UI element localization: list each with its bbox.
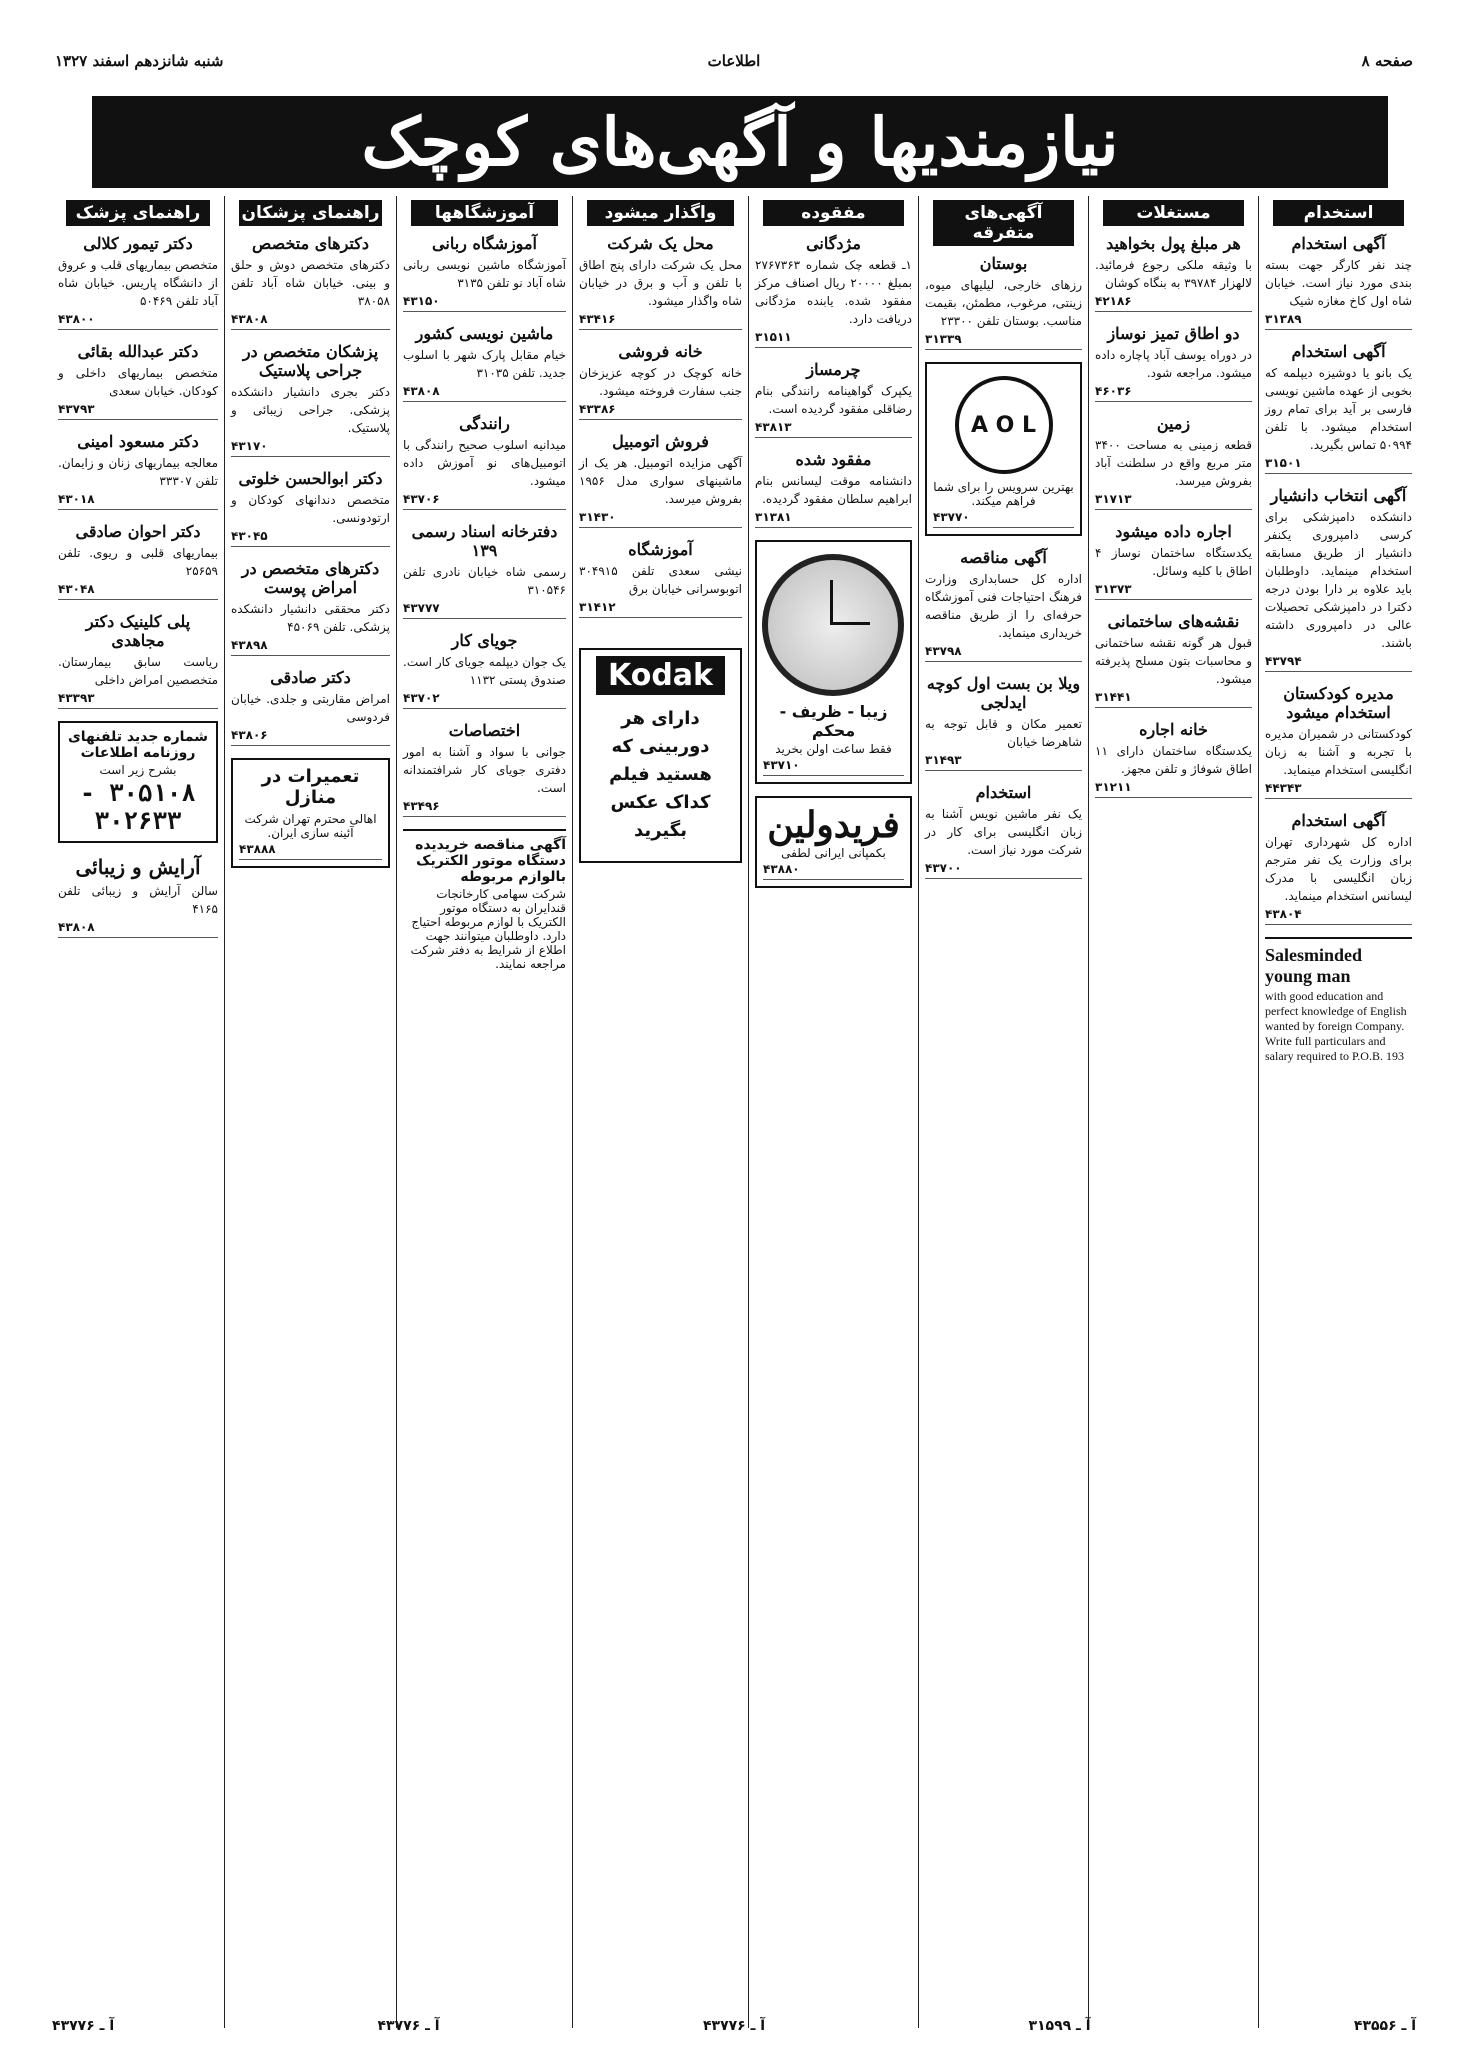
ad-code: ۴۳۸۸۸ xyxy=(239,842,382,860)
ad-item xyxy=(579,234,742,330)
ad-title: آگهی استخدام xyxy=(1291,234,1386,253)
ad-title: آموزشگاه ربانی xyxy=(432,234,537,253)
ad-item xyxy=(58,522,218,600)
bottom-codes-row xyxy=(52,2018,1416,2038)
ad-code: ۳۱۷۱۳ xyxy=(1095,492,1252,510)
ad-code: ۴۳۰۱۸ xyxy=(58,492,218,510)
ad-item xyxy=(755,360,912,438)
ad-title: دفترخانه اسناد رسمی ۱۳۹ xyxy=(411,522,558,560)
ad-title: فریدولین xyxy=(767,804,900,846)
column-schools xyxy=(396,196,572,2028)
aol-ad-box xyxy=(925,362,1082,536)
ad-item xyxy=(58,855,218,938)
salesman-ad xyxy=(1265,937,1412,1064)
column-doctors-guide xyxy=(52,196,224,2028)
ad-title: نقشه‌های ساختمانی xyxy=(1107,612,1240,631)
ad-item xyxy=(403,631,566,709)
column-misc-ads xyxy=(918,196,1088,2028)
column-employment xyxy=(1258,196,1418,2028)
ad-title: دکتر صادقی xyxy=(270,668,351,687)
ad-text: فقط ساعت اولن بخرید xyxy=(775,742,892,756)
ad-code: ۴۳۷۰۶ xyxy=(403,492,566,510)
column-heading: واگذار میشود xyxy=(587,200,734,226)
ad-code: ۴۳۸۱۳ xyxy=(755,420,912,438)
ad-text: متخصص بیماریهای قلب و عروق از دانشگاه پاریس. خیابان شاه آباد تلفن ۵۰۴۶۹ xyxy=(58,258,218,308)
ad-title: آگهی مناقصه xyxy=(960,548,1047,567)
ad-title: پلی کلینیک دکتر مجاهدی xyxy=(85,612,191,650)
ad-code: ۴۳۷۹۴ xyxy=(1265,654,1412,672)
ad-item xyxy=(1265,486,1412,672)
ad-item xyxy=(579,432,742,528)
ad-title: آگهی استخدام xyxy=(1291,811,1386,830)
ad-code: ۴۳۷۷۰ xyxy=(933,510,1074,528)
ad-code: ۴۳۱۵۰ xyxy=(403,294,566,312)
ad-text: چند نفر کارگر جهت بسته بندی مورد نیاز است. خیابان شاه اول کاخ مغازه شیک xyxy=(1265,258,1412,308)
ad-code: ۴۳۸۸۰ xyxy=(763,862,904,880)
ad-text: بهترین سرویس را برای شما فراهم میکند. xyxy=(933,480,1074,508)
bottom-code: آ ـ ۴۳۷۷۶ xyxy=(377,2018,440,2034)
ad-code: ۴۳۷۰۲ xyxy=(403,691,566,709)
kodak-logo: Kodak xyxy=(596,656,725,695)
ad-text: دانشکده دامپزشکی برای کرسی دامپروری یکنفر دانشیار از طریق مسابقه استخدام مینماید. داوطلبان باید علاوه بر دارا بودن درجه دکترا در دامپزشکی تحصیلات عالی در دامپروری داشته باشند. xyxy=(1265,510,1412,650)
ad-text: تعمیر مکان و قابل توجه به شاهرضا خیابان xyxy=(925,717,1082,749)
ad-title: مدیره کودکستان استخدام میشود xyxy=(1283,684,1394,722)
ad-text: با وثیقه ملکی رجوع فرمائید. لالهزار ۳۹۷۸۴ به بنگاه کوشان xyxy=(1095,258,1252,290)
ad-title: دکتر عبدالله بقائی xyxy=(77,342,199,361)
ad-code: ۴۳۸۰۴ xyxy=(1265,907,1412,925)
page-header xyxy=(55,52,1413,76)
ad-code: ۴۳۷۰۰ xyxy=(925,861,1082,879)
phone-numbers: ۳۰۵۱۰۸ - ۳۰۲۶۳۳ xyxy=(80,779,196,835)
salesman-title: Salesminded young man xyxy=(1265,945,1363,986)
ad-title: جویای کار xyxy=(451,631,518,650)
ad-code: ۴۳۸۰۸ xyxy=(58,920,218,938)
column-heading: راهنمای پزشک xyxy=(66,200,210,226)
ad-title: دکتر احوان صادقی xyxy=(75,522,201,541)
ad-code: ۴۳۸۰۸ xyxy=(231,312,390,330)
ad-item xyxy=(1095,720,1252,798)
ad-item xyxy=(579,342,742,420)
ad-item xyxy=(1095,612,1252,708)
ad-text: ۱ـ قطعه چک شماره ۲۷۶۷۳۶۳ بمبلغ ۲۰۰۰۰ ریال اصناف مرکز مفقود شده. یابنده مژدگانی دریافت دارد. xyxy=(755,258,913,326)
bottom-code: آ ـ ۴۳۷۷۶ xyxy=(702,2018,766,2034)
kodak-ad-box xyxy=(579,648,742,863)
column-heading: آموزشگاهها xyxy=(411,200,558,226)
ad-title: رانندگی xyxy=(459,414,510,433)
ad-code: ۴۶۰۳۶ xyxy=(1095,384,1252,402)
ad-text: یکدستگاه ساختمان دارای ۱۱ اطاق شوفاژ و تلفن مجهز. xyxy=(1095,744,1252,776)
ad-code: ۳۱۴۳۰ xyxy=(579,510,742,528)
ad-text: سالن آرایش و زیبائی تلفن ۴۱۶۵ xyxy=(58,884,218,916)
ad-code: ۴۳۷۹۳ xyxy=(58,402,218,420)
ad-code: ۴۳۷۹۸ xyxy=(925,644,1082,662)
ad-title: زیبا - ظریف - محکم xyxy=(779,702,888,740)
ad-item xyxy=(1265,342,1412,474)
ad-text: یک نفر ماشین نویس آشنا به زبان انگلیسی برای کار در شرکت مورد نیاز است. xyxy=(925,807,1082,857)
ad-code: ۳۱۳۸۱ xyxy=(755,510,912,528)
ad-title: محل یک شرکت xyxy=(607,234,714,253)
ad-text: امراض مقاربتی و جلدی. خیابان فردوسی xyxy=(231,692,390,724)
ad-item xyxy=(1265,684,1412,799)
column-real-estate xyxy=(1088,196,1258,2028)
ad-text: خیام مقابل پارک شهر با اسلوب جدید. تلفن ۳۱۰۳۵ xyxy=(403,348,566,380)
ad-code: ۴۴۳۴۳ xyxy=(1265,781,1412,799)
ad-text: آموزشگاه ماشین نویسی ربانی شاه آباد نو تلفن ۳۱۳۵ xyxy=(403,258,566,290)
ad-item xyxy=(925,254,1082,350)
ad-item xyxy=(579,540,742,618)
ad-item xyxy=(403,522,566,619)
ad-text: بشرح زیر است xyxy=(99,763,177,777)
ad-item xyxy=(1095,414,1252,510)
ad-text: دانشنامه موقت لیسانس بنام ابراهیم سلطان مفقود گردیده. xyxy=(755,474,912,506)
ad-code: ۴۳۳۹۳ xyxy=(58,691,218,709)
ad-code: ۳۱۵۰۱ xyxy=(1265,456,1412,474)
tender-text: شرکت سهامی کارخانجات قندایران به دستگاه موتور الکتریک با لوازم مربوطه احتیاج دارد. داوطلبان میتوانند جهت اطلاع از شرایط به دفتر شرکت مراجعه نمایند. xyxy=(410,887,566,971)
ad-title: اجاره داده میشود xyxy=(1115,522,1232,541)
ad-text: قطعه زمینی به مساحت ۳۴۰۰ متر مربع واقع در سلطنت آباد بفروش میرسد. xyxy=(1095,438,1252,488)
section-banner: نیازمندیها و آگهی‌های کوچک xyxy=(92,96,1388,188)
ad-code: ۴۳۸۰۶ xyxy=(231,728,390,746)
ad-title: چرمساز xyxy=(806,360,861,379)
ad-item xyxy=(1265,811,1412,925)
ad-text: کودکستانی در شمیران مدیره با تجربه و آشنا به زبان انگلیسی استخدام مینماید. xyxy=(1265,727,1412,777)
tender-title: آگهی مناقصه خریدیده دستگاه موتور الکتریک بالوازم مربوطه xyxy=(415,837,566,885)
ad-code: ۴۳۷۱۰ xyxy=(763,758,904,776)
ad-text: در دوراه یوسف آباد پاچاره داده میشود. مراجعه شود. xyxy=(1095,348,1252,380)
ad-text: محل یک شرکت دارای پنج اطاق با تلفن و آب و برق در خیابان شاه واگذار میشود. xyxy=(579,258,742,308)
ad-item xyxy=(1095,324,1252,402)
ad-code: ۴۳۰۴۵ xyxy=(231,529,390,547)
ad-code: ۳۱۲۱۱ xyxy=(1095,780,1252,798)
ad-title: خانه اجاره xyxy=(1139,720,1208,739)
home-repair-ad-box xyxy=(231,758,390,868)
ad-item xyxy=(231,469,390,547)
ad-item xyxy=(58,234,218,330)
ad-code: ۴۳۰۴۸ xyxy=(58,582,218,600)
ad-item xyxy=(925,674,1082,771)
ad-code: ۴۳۸۰۸ xyxy=(403,384,566,402)
ad-item xyxy=(231,342,390,457)
ad-item xyxy=(403,414,566,510)
ad-text: رزهای خارجی، لیلیهای میوه، زینتی، مرغوب، مطمئن، بقیمت مناسب. بوستان تلفن ۲۳۳۰۰ xyxy=(925,278,1082,328)
ad-title: دکترهای متخصص xyxy=(251,234,369,253)
ad-text: بیماریهای قلبی و ریوی. تلفن ۲۵۶۵۹ xyxy=(58,546,218,578)
ad-code: ۴۳۴۱۶ xyxy=(579,312,742,330)
ad-title: خانه فروشی xyxy=(618,342,703,361)
ad-title: بوستان xyxy=(979,254,1028,273)
ad-item xyxy=(925,783,1082,879)
ad-title: آرایش و زیبائی xyxy=(75,855,201,879)
column-transfer xyxy=(572,196,748,2028)
ad-title: فروش اتومبیل xyxy=(612,432,709,451)
ad-title: دکتر ابوالحسن خلوتی xyxy=(238,469,383,488)
ad-text: اداره کل شهرداری تهران برای وزارت یک نفر مترجم زبان انگلیسی با مدرک لیسانس استخدام مینماید. xyxy=(1265,835,1412,903)
ad-text: دکتر محققی دانشیار دانشکده پزشکی. تلفن ۴۵۰۶۹ xyxy=(231,602,390,634)
ad-item xyxy=(755,450,912,528)
salesman-text: with good education and perfect knowledge of English wanted by foreign Company. Write full particulars and salary required to P.O.B. 193 xyxy=(1265,989,1407,1063)
header-page-number: صفحه ۸ xyxy=(1361,52,1413,70)
ad-title: شماره جدید تلفنهای روزنامه اطلاعات xyxy=(67,729,209,761)
ad-text: بکمپانی ایرانی لطفی xyxy=(781,846,886,860)
ad-text: اداره کل حسابداری وزارت فرهنگ احتیاجات فنی آموزشگاه حرفه‌ای را از طریق مناقصه خریداری مینماید. xyxy=(925,572,1082,640)
ad-text: میدانیه اسلوب صحیح رانندگی با اتومبیل‌های نو آموزش داده میشود. xyxy=(403,438,566,488)
ad-text: رسمی شاه خیابان نادری تلفن ۳۱۰۵۴۶ xyxy=(403,565,566,597)
ad-text: متخصص دندانهای کودکان و ارتودونسی. xyxy=(231,493,390,525)
ad-title: دو اطاق تمیز نوساز xyxy=(1107,324,1240,343)
ad-code: ۴۳۷۷۷ xyxy=(403,601,566,619)
ad-item xyxy=(58,612,218,709)
ad-title: آموزشگاه xyxy=(628,540,693,559)
ad-title: تعمیرات در منازل xyxy=(261,766,360,808)
ad-code: ۳۱۴۹۳ xyxy=(925,753,1082,771)
ad-item xyxy=(1265,234,1412,330)
fridolin-ad-box xyxy=(755,796,912,888)
ad-text: یک بانو یا دوشیزه دیپلمه که بخوبی از عهده ماشین نویسی فارسی بر آید برای تمام روز استخدام میشود. با تلفن ۵۰۹۹۴ تماس بگیرید. xyxy=(1265,366,1412,452)
ad-code: ۴۳۳۸۶ xyxy=(579,402,742,420)
ad-code: ۳۱۳۷۳ xyxy=(1095,582,1252,600)
ad-code: ۴۳۸۹۸ xyxy=(231,638,390,656)
ad-code: ۴۳۴۹۶ xyxy=(403,799,566,817)
ad-text: نیشی سعدی تلفن ۳۰۴۹۱۵ اتوبوسرانی خیابان برق xyxy=(579,564,742,596)
ad-item xyxy=(755,234,912,348)
ad-text: معالجه بیماریهای زنان و زایمان. تلفن ۳۳۳۰۷ xyxy=(58,456,218,488)
column-heading: راهنمای پزشکان xyxy=(239,200,382,226)
ad-title: ماشین نویسی کشور xyxy=(415,324,554,343)
ad-code: ۳۱۳۸۹ xyxy=(1265,312,1412,330)
wristwatch-icon xyxy=(762,554,904,696)
kodak-text: دارای هر دوربینی که هستید فیلم کداک عکس بگیرید xyxy=(609,708,712,841)
ad-text: دکتر بجری دانشیار دانشکده پزشکی. جراحی زیبائی و پلاستیک. xyxy=(231,385,390,435)
ad-title: هر مبلغ پول بخواهید xyxy=(1106,234,1241,253)
ad-item xyxy=(1095,234,1252,312)
ad-code: ۳۱۴۱۲ xyxy=(579,600,742,618)
ad-text: یک جوان دیپلمه جویای کار است. صندوق پستی ۱۱۳۲ xyxy=(403,655,566,687)
column-lost-found xyxy=(748,196,918,2028)
watch-ad-box xyxy=(755,540,912,784)
classifieds-grid xyxy=(52,196,1418,2028)
tender-ad xyxy=(403,829,566,971)
ad-item xyxy=(403,234,566,312)
ad-title: ویلا بن بست اول کوچه ایدلجی xyxy=(926,674,1081,712)
column-heading: استخدام xyxy=(1273,200,1404,226)
header-date: شنبه شانزدهم اسفند ۱۳۲۷ xyxy=(55,52,224,70)
phone-numbers-box xyxy=(58,721,218,843)
ad-title: دکتر مسعود امینی xyxy=(77,432,199,451)
column-heading: آگهی‌های متفرقه xyxy=(933,200,1074,246)
ad-title: اختصاصات xyxy=(448,721,521,740)
bottom-code: آ ـ ۴۳۷۷۶ xyxy=(52,2018,115,2034)
ad-item xyxy=(925,548,1082,662)
bottom-code: آ ـ ۴۳۵۵۶ xyxy=(1353,2018,1416,2034)
ad-title: آگهی استخدام xyxy=(1291,342,1386,361)
ad-title: مژدگانی xyxy=(806,234,861,253)
ad-code: ۳۱۵۱۱ xyxy=(755,330,912,348)
ad-code: ۳۱۳۳۹ xyxy=(925,332,1082,350)
ad-item xyxy=(58,342,218,420)
bottom-code: آ ـ ۳۱۵۹۹ xyxy=(1028,2018,1091,2034)
ad-code: ۳۱۴۴۱ xyxy=(1095,690,1252,708)
ad-title: دکترهای متخصص در امراض پوست xyxy=(241,559,380,597)
ad-item xyxy=(231,234,390,330)
column-doctors-specialists xyxy=(224,196,396,2028)
ad-code: ۴۲۱۸۶ xyxy=(1095,294,1252,312)
ad-text: جوانی با سواد و آشنا به امور دفتری جویای کار شرافتمندانه است. xyxy=(403,745,566,795)
ad-item xyxy=(403,324,566,402)
ad-item xyxy=(58,432,218,510)
column-heading: مفقوده xyxy=(763,200,904,226)
ad-title: زمین xyxy=(1156,414,1191,433)
ad-title: آگهی انتخاب دانشیار xyxy=(1270,486,1407,505)
ad-title: دکتر تیمور کلالی xyxy=(83,234,193,253)
ad-text: قبول هر گونه نقشه ساختمانی و محاسبات بتون مسلح پذیرفته میشود. xyxy=(1095,636,1252,686)
header-paper-name: اطلاعات xyxy=(707,52,761,70)
ad-text: متخصص بیماریهای داخلی و کودکان. خیابان سعدی xyxy=(58,366,218,398)
ad-title: پزشکان متخصص در جراحی پلاستیک xyxy=(242,342,379,380)
aol-logo: A O L xyxy=(955,376,1053,474)
column-heading: مستغلات xyxy=(1103,200,1244,226)
ad-text: اهالی محترم تهران شرکت آئینه سازی ایران. xyxy=(244,812,377,840)
ad-text: آگهی مزایده اتومبیل. هر یک از ماشینهای سواری مدل ۱۹۵۶ بفروش میرسد. xyxy=(579,456,742,506)
ad-item xyxy=(1095,522,1252,600)
ad-item xyxy=(403,721,566,817)
ad-text: دکترهای متخصص دوش و حلق و بینی. خیابان شاه آباد تلفن ۳۸۰۵۸ xyxy=(231,258,390,308)
ad-code: ۴۳۱۷۰ xyxy=(231,439,390,457)
ad-code: ۴۳۸۰۰ xyxy=(58,312,218,330)
ad-title: مفقود شده xyxy=(795,450,872,469)
ad-text: ریاست سابق بیمارستان. متخصصین امراض داخلی xyxy=(58,655,218,687)
ad-text: یکپرک گواهینامه رانندگی بنام رضاقلی مفقود گردیده است. xyxy=(755,384,912,416)
ad-item xyxy=(231,668,390,746)
ad-text: خانه کوچک در کوچه عزیزخان جنب سفارت فروخته میشود. xyxy=(579,366,742,398)
ad-item xyxy=(231,559,390,656)
ad-title: استخدام xyxy=(975,783,1032,802)
ad-text: یکدستگاه ساختمان نوساز ۴ اطاق با کلیه وسائل. xyxy=(1095,546,1252,578)
